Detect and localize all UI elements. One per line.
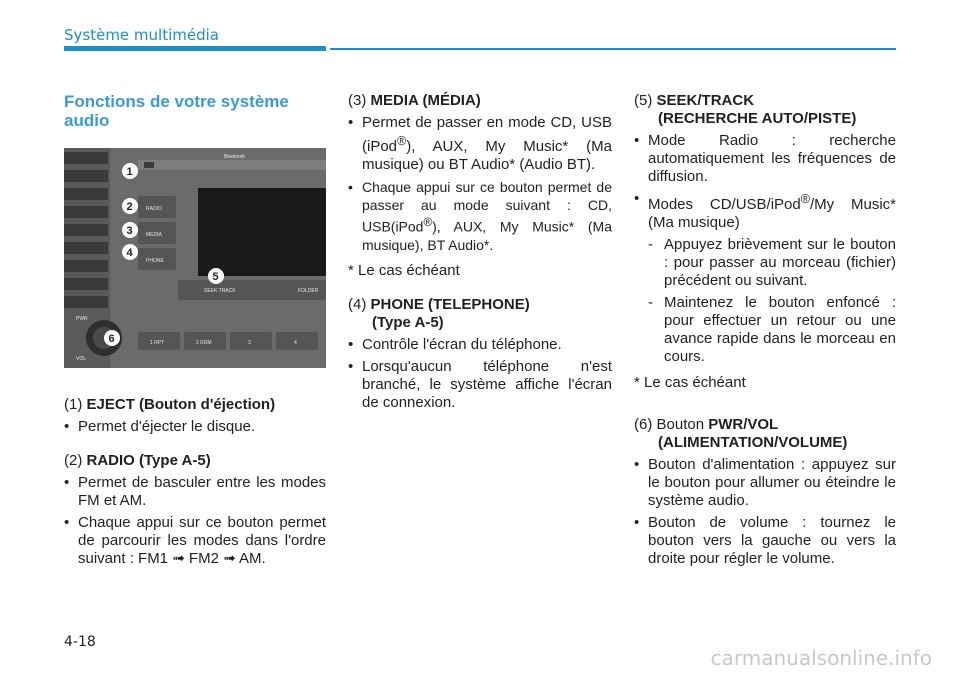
list-item: • Mode Radio : recherche automatiquement les fréquences de diffusion. (634, 132, 896, 186)
list-item: • Modes CD/USB/iPod®/My Music* (Ma musique) (634, 190, 896, 232)
dash-item: - Maintenez le bouton enfoncé : pour effectuer un retour ou une avance rapide dans le morceau en cours. (648, 294, 896, 365)
column-3 (634, 92, 896, 568)
svg-text:4: 4 (294, 340, 297, 346)
display-screen (198, 188, 326, 276)
svg-text:2: 2 (126, 201, 133, 213)
list-item: • Contrôle l'écran du téléphone. (348, 336, 612, 354)
list-item: • Permet d'éjecter le disque. (64, 418, 326, 436)
vent-slats (64, 152, 108, 308)
heading-seek: (5) SEEK/TRACK (RECHERCHE AUTO/PISTE) (634, 92, 857, 127)
radio-panel-photo (64, 148, 326, 368)
svg-text:1 RPT: 1 RPT (150, 340, 165, 346)
header-section-title: Système multimédia (64, 26, 219, 44)
header-rule-thick (64, 46, 326, 51)
watermark: carmanualsonline.info (710, 646, 932, 670)
radio-list (64, 474, 326, 568)
svg-text:VOL: VOL (76, 356, 87, 362)
list-item: • Chaque appui sur ce bouton permet de passer au mode suivant : CD, USB(iPod®), AUX, My Music* (Ma musique), BT Audio*. (348, 178, 612, 254)
list-item: • Bouton de volume : tournez le bouton vers la gauche ou vers la droite pour régler le volume. (634, 514, 896, 568)
radio-button-label: RADIO (146, 206, 162, 212)
list-item: • Permet de passer en mode CD, USB (iPod®), AUX, My Music* (Ma musique) ou BT Audio* (Audio BT). (348, 114, 612, 174)
seek-track-label: SEEK TRACK (204, 288, 236, 294)
phone-list (348, 336, 612, 412)
header-rule-thin (330, 48, 896, 50)
heading-radio: (2) RADIO (Type A-5) (64, 452, 211, 469)
section-title: Fonctions de votre système audio (64, 92, 289, 130)
list-item: • Chaque appui sur ce bouton permet de parcourir les modes dans l'ordre suivant : FM1 ➟ FM2 ➟ AM. (64, 514, 326, 568)
svg-text:5: 5 (212, 271, 219, 283)
media-list (348, 114, 612, 254)
column-2 (348, 92, 612, 412)
svg-text:PWR: PWR (76, 316, 88, 322)
dash-item: - Appuyez brièvement sur le bouton : pour passer au morceau (fichier) précédent ou suivant. (648, 236, 896, 289)
column-1 (64, 92, 326, 568)
footnote: * Le cas échéant (634, 374, 746, 391)
seek-list (634, 132, 896, 232)
svg-text:3: 3 (126, 225, 133, 237)
svg-text:4: 4 (126, 247, 133, 259)
heading-phone: (4) PHONE (TELEPHONE) (Type A-5) (348, 295, 530, 331)
media-button-label: MEDIA (146, 232, 162, 238)
svg-text:Bluetooth: Bluetooth (224, 154, 246, 160)
phone-button-label: PHONE (146, 258, 164, 264)
svg-text:3: 3 (248, 340, 251, 346)
svg-text:6: 6 (108, 333, 115, 345)
folder-label: FOLDER (298, 288, 319, 294)
eject-list (64, 418, 326, 436)
heading-media: (3) MEDIA (MÉDIA) (348, 92, 481, 109)
page-number: 4-18 (64, 634, 96, 650)
svg-text:2 RDM: 2 RDM (196, 340, 212, 346)
pwr-vol-list (634, 456, 896, 568)
list-item: • Lorsqu'aucun téléphone n'est branché, le système affiche l'écran de connexion. (348, 358, 612, 412)
list-item: • Permet de basculer entre les modes FM et AM. (64, 474, 326, 510)
list-item: • Bouton d'alimentation : appuyez sur le bouton pour allumer ou éteindre le système audio. (634, 456, 896, 510)
heading-eject: (1) EJECT (Bouton d'éjection) (64, 396, 276, 413)
svg-text:1: 1 (126, 166, 133, 178)
footnote: * Le cas échéant (348, 261, 460, 279)
heading-pwr-vol: (6) Bouton PWR/VOL (ALIMENTATION/VOLUME) (634, 416, 848, 451)
eject-icon (144, 162, 154, 168)
